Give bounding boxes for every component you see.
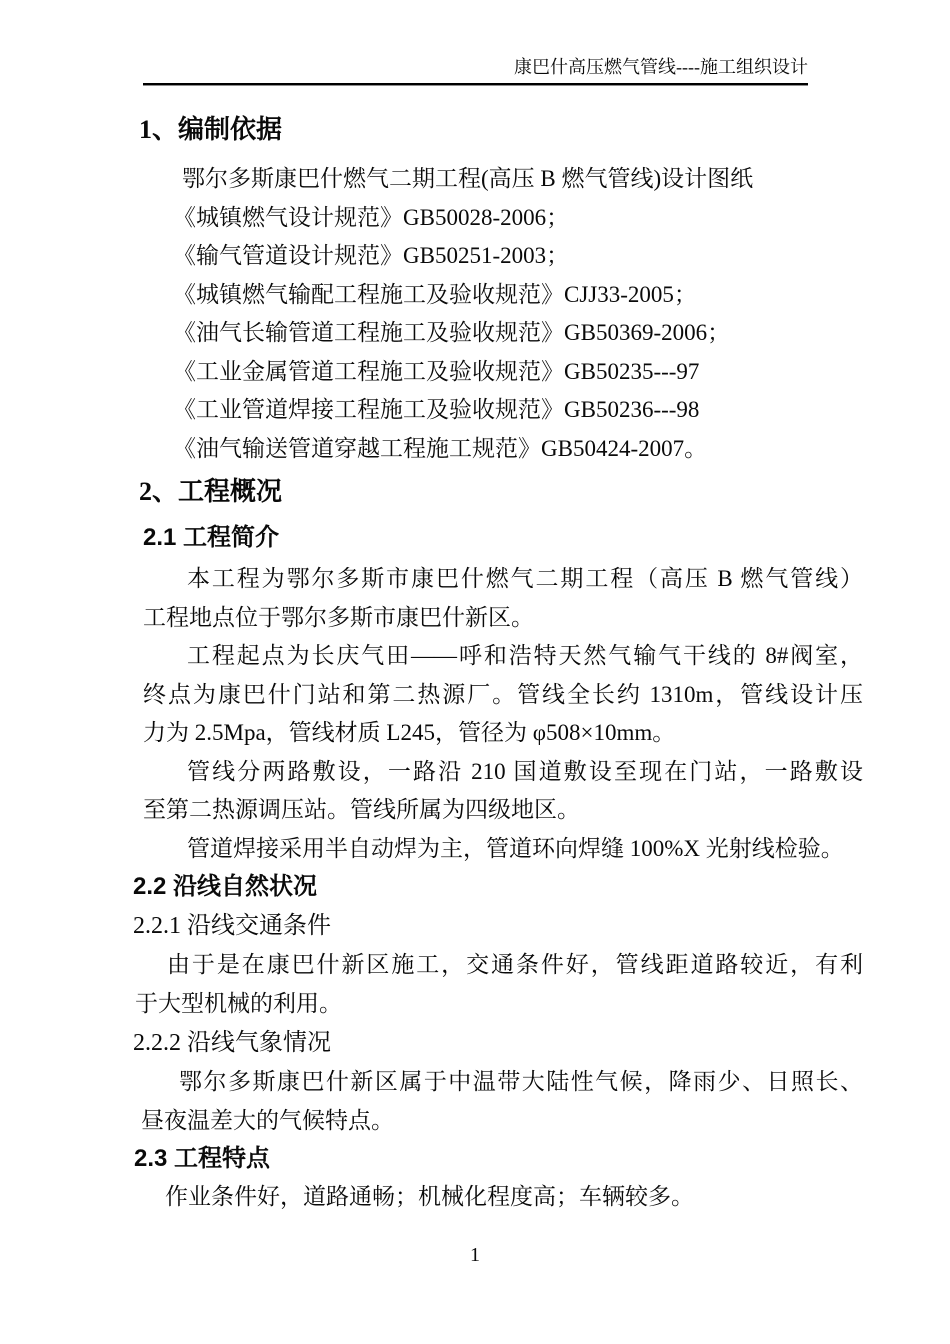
paragraph: [143, 314, 863, 353]
text-line: 管线分两路敷设，一路沿 210 国道敷设至现在门站，一路敷设: [187, 758, 863, 784]
paragraph: [143, 430, 863, 469]
paragraph: [143, 391, 863, 430]
paragraph: [143, 637, 863, 753]
paragraph: [143, 276, 863, 315]
page-number: 1: [470, 1244, 480, 1266]
paragraph: [143, 237, 863, 276]
paragraph: [141, 1063, 863, 1140]
paragraph: [143, 353, 863, 392]
text-line: 工程起点为长庆气田——呼和浩特天然气输气干线的 8#阀室，: [187, 643, 863, 668]
text-line: 鄂尔多斯康巴什燃气二期工程(高压 B 燃气管线)设计图纸: [182, 166, 754, 191]
section-heading: 2、工程概况: [139, 477, 283, 506]
page-footer: [0, 1243, 950, 1267]
section-heading: 2.3 工程特点: [134, 1145, 271, 1172]
section-heading: 2.2.2 沿线气象情况: [133, 1030, 331, 1056]
paragraph: [135, 946, 863, 1023]
text-line: 力为 2.5Mpa，管线材质 L245，管径为 φ508×10mm。: [143, 720, 676, 745]
text-line: 《油气长输管道工程施工及验收规范》GB50369-2006；: [173, 320, 731, 345]
text-line: 管道焊接采用半自动焊为主，管道环向焊缝 100%X 光射线检验。: [187, 835, 844, 861]
paragraph: [143, 160, 863, 199]
section-heading: 2.2.1 沿线交通条件: [133, 913, 331, 939]
text-line: 昼夜温差大的气候特点。: [141, 1107, 394, 1133]
document-content: [133, 106, 863, 1217]
text-line: 工程地点位于鄂尔多斯市康巴什新区。: [143, 604, 534, 630]
page-header: [143, 54, 808, 85]
text-line: 《城镇燃气输配工程施工及验收规范》CJJ33-2005；: [173, 281, 697, 307]
text-line: 《输气管道设计规范》GB50251-2003；: [173, 243, 570, 268]
text-line: 至第二热源调压站。管线所属为四级地区。: [143, 797, 580, 822]
text-line: 《油气输送管道穿越工程施工规范》GB50424-2007。: [173, 435, 708, 461]
section-heading: 2.2 沿线自然状况: [133, 873, 318, 900]
paragraph: [143, 753, 863, 830]
paragraph: [143, 560, 863, 637]
header-title: 康巴什高压燃气管线----施工组织设计: [514, 57, 808, 77]
text-line: 由于是在康巴什新区施工，交通条件好，管线距道路较近，有利: [167, 952, 863, 977]
text-line: 《工业管道焊接工程施工及验收规范》GB50236---98: [173, 397, 700, 422]
paragraph: [143, 830, 863, 869]
text-line: 鄂尔多斯康巴什新区属于中温带大陆性气候，降雨少、日照长、: [179, 1069, 863, 1094]
section-heading: 2.1 工程简介: [143, 524, 280, 551]
text-line: 本工程为鄂尔多斯市康巴什燃气二期工程（高压 B 燃气管线）: [187, 566, 863, 591]
text-line: 于大型机械的利用。: [135, 990, 342, 1016]
text-line: 《工业金属管道工程施工及验收规范》GB50235---97: [173, 358, 700, 384]
paragraph: [143, 199, 863, 238]
text-line: 终点为康巴什门站和第二热源厂。管线全长约 1310m，管线设计压: [143, 681, 863, 707]
text-line: 作业条件好，道路通畅；机械化程度高；车辆较多。: [165, 1184, 694, 1209]
paragraph: [135, 1178, 863, 1217]
text-line: 《城镇燃气设计规范》GB50028-2006；: [173, 204, 570, 230]
section-heading: 1、编制依据: [139, 115, 283, 144]
